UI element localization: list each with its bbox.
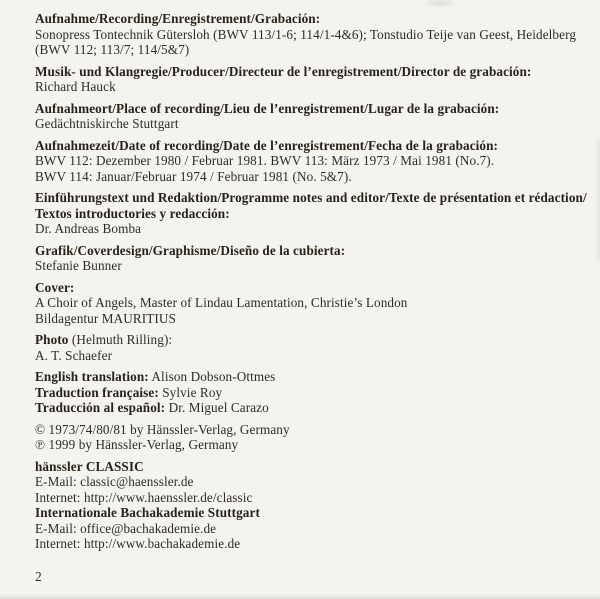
text-line	[35, 190, 590, 206]
text-line	[35, 474, 590, 490]
bold-label: Aufnahmezeit/Date of recording/Date de l’enregistrement/Fecha de la grabación:	[35, 137, 499, 153]
bold-label: Photo	[35, 332, 69, 347]
text-block	[35, 459, 590, 552]
text-block	[35, 64, 590, 95]
text-line	[35, 348, 590, 364]
text-segment: E-Mail: office@bachakademie.de	[35, 520, 217, 536]
credits-content	[35, 11, 590, 558]
text-segment: BWV 112: Dezember 1980 / Februar 1981. BWV 113: März 1973 / Mai 1981 (No.7).	[35, 153, 495, 168]
text-block	[35, 101, 590, 132]
text-segment: Internet: http://www.haenssler.de/classic	[35, 489, 253, 505]
text-line	[35, 258, 590, 274]
text-line	[35, 42, 590, 58]
text-block	[35, 280, 590, 327]
text-line	[35, 138, 590, 154]
text-segment: © 1973/74/80/81 by Hänssler-Verlag, Germany	[35, 421, 290, 437]
text-line	[35, 64, 590, 80]
text-line	[35, 400, 590, 416]
text-line	[35, 221, 590, 237]
text-segment: Dr. Andreas Bomba	[35, 221, 142, 236]
text-segment: E-Mail: classic@haenssler.de	[35, 474, 194, 489]
bold-label: English translation:	[35, 369, 149, 384]
text-block	[35, 138, 590, 185]
text-line	[35, 536, 590, 552]
text-line	[35, 369, 590, 385]
text-line	[35, 116, 590, 132]
text-segment: Alison Dobson-Ottmes	[148, 369, 276, 384]
text-line	[35, 295, 590, 311]
bold-label: Einführungstext und Redaktion/Programme notes and editor/Texte de présentation et rédaction/	[35, 190, 587, 205]
text-line	[35, 11, 590, 27]
bold-label: Internationale Bachakademie Stuttgart	[35, 505, 260, 520]
page-number: 2	[35, 569, 42, 584]
text-line	[35, 27, 590, 43]
text-line	[35, 490, 590, 506]
text-line	[35, 153, 590, 169]
text-line	[35, 169, 590, 185]
text-line	[35, 332, 590, 348]
scan-edge-smudge	[594, 140, 600, 260]
text-segment: (BWV 112; 113/7; 114/5&7)	[35, 42, 190, 57]
text-block	[35, 11, 590, 58]
bold-label: Traducción al español:	[35, 400, 166, 415]
bold-label: Musik- und Klangregie/Producer/Directeur de l’enregistrement/Director de grabación:	[35, 63, 532, 79]
scan-edge-shadow	[0, 594, 600, 599]
text-segment: Dr. Miguel Carazo	[165, 400, 269, 415]
text-block	[35, 190, 590, 237]
text-line	[35, 437, 590, 453]
scan-smudge	[423, 0, 457, 8]
text-segment: BWV 114: Januar/Februar 1974 / Februar 1981 (No. 5&7).	[35, 168, 352, 184]
text-line	[35, 206, 590, 222]
text-block	[35, 243, 590, 274]
text-line	[35, 521, 590, 537]
text-segment: Bildagentur MAURITIUS	[35, 310, 176, 326]
bold-label: Traduction française:	[35, 384, 159, 400]
bold-label: Textos introductories y redacción:	[35, 205, 230, 221]
text-segment: (Helmuth Rilling):	[68, 332, 173, 347]
text-line	[35, 505, 590, 521]
text-segment: Richard Hauck	[35, 79, 116, 94]
text-segment: Gedächtniskirche Stuttgart	[35, 116, 179, 131]
text-segment: Internet: http://www.bachakademie.de	[35, 536, 241, 551]
text-block	[35, 332, 590, 363]
text-segment: Stefanie Bunner	[35, 258, 122, 273]
text-line	[35, 459, 590, 475]
text-segment: A Choir of Angels, Master of Lindau Lamentation, Christie’s London	[35, 295, 408, 310]
text-line	[35, 280, 590, 296]
text-line	[35, 311, 590, 327]
text-line	[35, 79, 590, 95]
text-block	[35, 369, 590, 416]
bold-label: Aufnahmeort/Place of recording/Lieu de l’enregistrement/Lugar de la grabación:	[35, 100, 500, 116]
text-block	[35, 422, 590, 453]
text-segment: ℗ 1999 by Hänssler-Verlag, Germany	[35, 437, 239, 452]
text-segment: A. T. Schaefer	[35, 347, 113, 363]
text-segment: Sylvie Roy	[158, 384, 223, 400]
text-segment: Sonopress Tontechnik Gütersloh (BWV 113/1-6; 114/1-4&6); Tonstudio Teije van Geest, Heidelberg	[35, 26, 577, 42]
text-line	[35, 385, 590, 401]
bold-label: Aufnahme/Recording/Enregistrement/Grabación:	[35, 11, 321, 26]
text-line	[35, 422, 590, 438]
text-line	[35, 101, 590, 117]
bold-label: Cover:	[35, 279, 75, 295]
text-line	[35, 243, 590, 259]
bold-label: hänssler CLASSIC	[35, 458, 144, 474]
bold-label: Grafik/Coverdesign/Graphisme/Diseño de la cubierta:	[35, 242, 346, 258]
